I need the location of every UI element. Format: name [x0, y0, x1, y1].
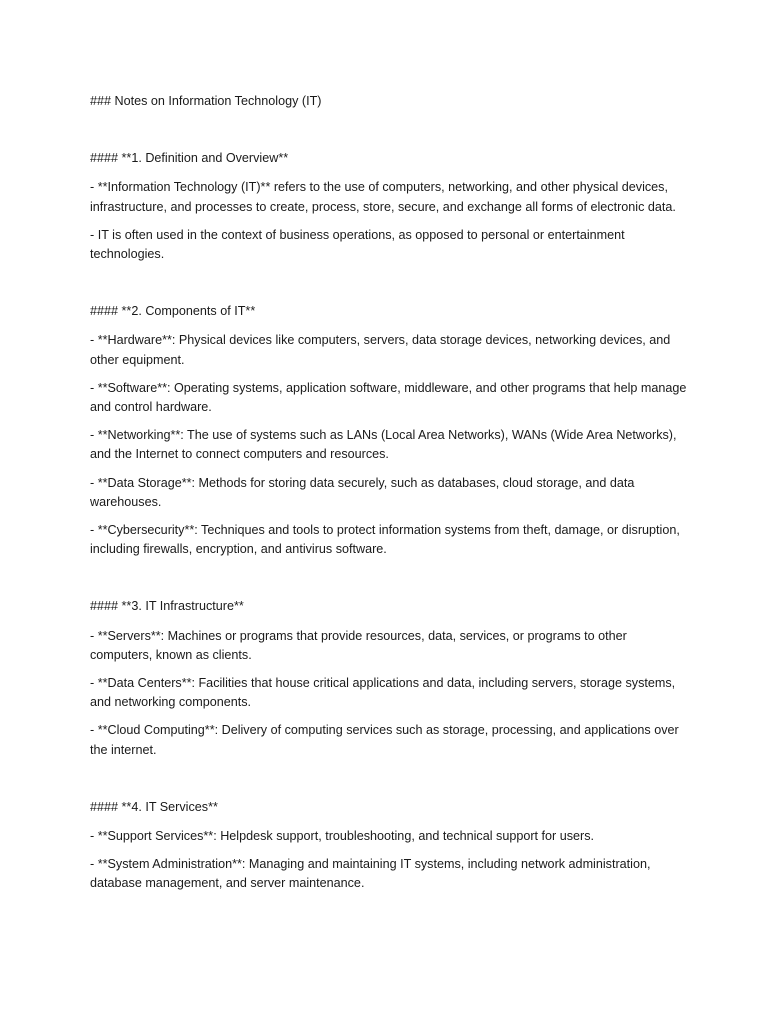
document-content — [90, 92, 690, 903]
paragraph: - **Data Storage**: Methods for storing data securely, such as databases, cloud storage, and data warehouses. — [90, 475, 635, 509]
section-definition-overview — [90, 149, 690, 264]
section-heading: #### **1. Definition and Overview** — [90, 151, 289, 166]
section-heading: #### **3. IT Infrastructure** — [90, 599, 244, 614]
paragraph: - **Support Services**: Helpdesk support, troubleshooting, and technical support for users. — [90, 829, 595, 844]
paragraph: - **Networking**: The use of systems such as LANs (Local Area Networks), WANs (Wide Area Networks), and the Internet to connect computers and resources. — [90, 428, 677, 462]
paragraph: - **Software**: Operating systems, application software, middleware, and other programs that help manage and control hardware. — [90, 380, 687, 415]
section-heading: #### **4. IT Services** — [90, 799, 218, 814]
paragraph: - **Cloud Computing**: Delivery of computing services such as storage, processing, and applications over the internet. — [90, 723, 679, 757]
paragraph: - **Hardware**: Physical devices like computers, servers, data storage devices, networking devices, and other equipment. — [90, 333, 671, 367]
paragraph: - **Information Technology (IT)** refers to the use of computers, networking, and other physical devices, infrastructure, and processes to create, process, store, secure, and exchange all forms of electronic data. — [90, 180, 676, 214]
section-components — [90, 302, 690, 559]
section-it-services — [90, 798, 690, 894]
paragraph: - **Cybersecurity**: Techniques and tools to protect information systems from theft, damage, or disruption, including firewalls, encryption, and antivirus software. — [90, 523, 680, 557]
document-title: ### Notes on Information Technology (IT) — [90, 94, 322, 108]
paragraph: - **Servers**: Machines or programs that provide resources, data, services, or programs to other computers, known as clients. — [90, 628, 627, 662]
section-it-infrastructure — [90, 597, 690, 759]
paragraph: - **Data Centers**: Facilities that house critical applications and data, including servers, storage systems, and networking components. — [90, 676, 676, 710]
section-heading: #### **2. Components of IT** — [90, 304, 256, 319]
paragraph: - IT is often used in the context of business operations, as opposed to personal or entertainment technologies. — [90, 227, 625, 262]
paragraph: - **System Administration**: Managing and maintaining IT systems, including network administration, database management, and server maintenance. — [90, 857, 651, 891]
